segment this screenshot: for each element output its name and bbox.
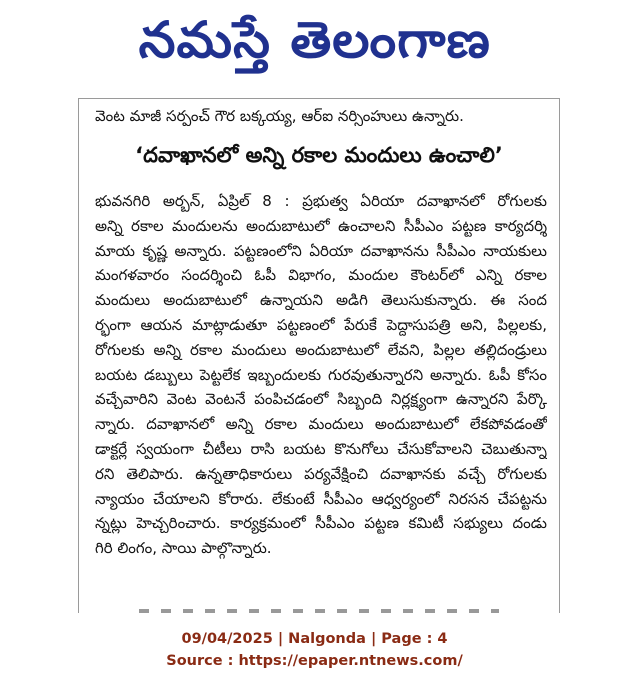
article-line: ర్భంగా ఆయన మాట్లాడుతూ పట్టణంలో పేరుకే పెద్దాసుపత్రి అని, పిల్లలకు, — [95, 315, 547, 334]
article-line: మంగళవారం సందర్శించి ఓపీ విభాగం, మందుల కౌంటర్‌లో ఎన్ని రకాల — [95, 266, 547, 285]
article-clipping — [78, 98, 560, 613]
article-body — [95, 189, 547, 561]
clipping-footer — [0, 628, 629, 672]
article-line: న్యాయం చేయాలని కోరారు. లేకుంటే సీపీఎం ఆధ్వర్యంలో నిరసన చేపట్టను — [95, 489, 547, 508]
article-line: వచ్చేవారిని వెంట వెంటనే పంపిచడంలో సిబ్బంది నిర్లక్ష్యంగా ఉన్నారని పేర్కొ — [95, 390, 547, 409]
article-line: డాక్టర్లే స్వయంగా చీటీలు రాసి బయట కొనుగోలు చేసుకోవాలని చెబుతున్నా — [95, 439, 547, 458]
article-headline: ‘దవాఖానలో అన్ని రకాల మందులు ఉంచాలి’ — [135, 143, 503, 167]
masthead — [0, 0, 629, 92]
article-line: న్నారు. దవాఖానలో అన్ని రకాల మందులు అందుబాటులో లేకపోవడంతో — [95, 415, 547, 434]
article-line: మాయ కృష్ణ అన్నారు. పట్టణంలోని ఏరియా దవాఖానను సీపీఎం నాయకులు — [95, 241, 547, 260]
source-link[interactable]: Source : https://epaper.ntnews.com/ — [166, 653, 463, 669]
previous-article-tail: వెంట మాజీ సర్పంచ్ గౌర బక్కయ్య, ఆర్ఐ నర్సింహులు ఉన్నారు. — [95, 107, 464, 125]
article-line: అన్ని రకాల మందులను అందుబాటులో ఉంచాలని సీపీఎం పట్టణ కార్యదర్శి — [95, 216, 547, 235]
newspaper-logo: నమస్తే తెలంగాణ — [138, 10, 491, 69]
article-line: రోగులకు అన్ని రకాల మందులు అందుబాటులో లేవని, పిల్లల తల్లిదండ్రులు — [95, 340, 547, 359]
article-line: మందులు అందుబాటులో ఉన్నాయని అడిగి తెలుసుకున్నారు. ఈ సంద — [95, 291, 547, 310]
edition-info: 09/04/2025 | Nalgonda | Page : 4 — [181, 631, 448, 647]
article-line: భువనగిరి అర్బన్, ఏప్రిల్ 8 : ప్రభుత్వ ఏరియా దవాఖానలో రోగులకు — [95, 192, 547, 210]
article-line: గిరి లింగం, సాయి పాల్గొన్నారు. — [95, 539, 272, 558]
article-line: రని తెలిపారు. ఉన్నతాధికారులు పర్యవేక్షించి దవాఖానకు వచ్చే రోగులకు — [95, 464, 547, 483]
article-line: బయట డబ్బులు పెట్టలేక ఇబ్బందులకు గురవుతున్నారని అన్నారు. ఓపీ కోసం — [95, 365, 547, 384]
article-line: న్నట్లు హెచ్చరించారు. కార్యక్రమంలో సీపీఎం పట్టణ కమిటీ సభ్యులు దండు — [95, 514, 547, 533]
clipping-cut-edge — [139, 609, 499, 613]
